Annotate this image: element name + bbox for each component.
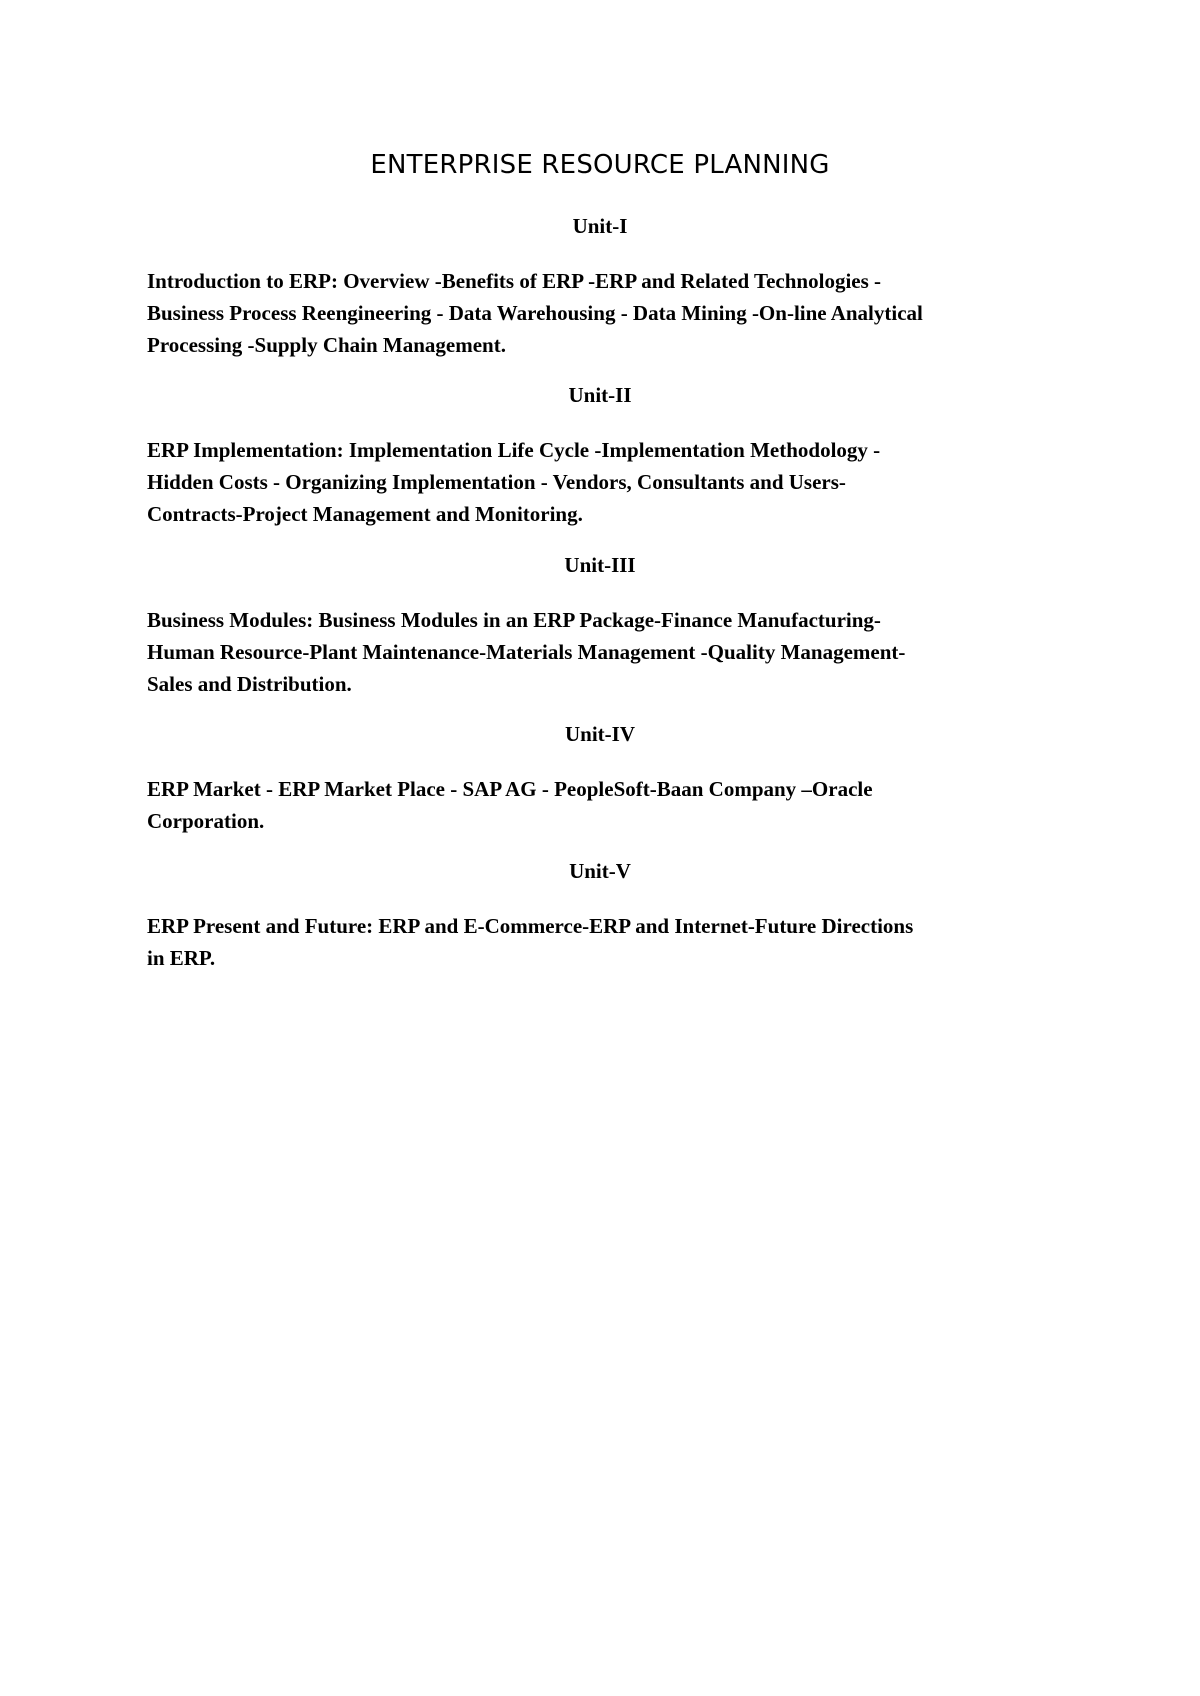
unit-1-line-1: Introduction to ERP: Overview -Benefits of ERP -ERP and Related Technologies -: [147, 269, 882, 293]
unit-2-description: [147, 434, 1067, 530]
unit-2-line-3: Contracts-Project Management and Monitoring.: [147, 502, 583, 526]
unit-3-heading: Unit-III: [564, 553, 636, 577]
unit-5-line-1: ERP Present and Future: ERP and E-Commerce-ERP and Internet-Future Directions: [147, 914, 914, 938]
unit-1-line-2: Business Process Reengineering - Data Warehousing - Data Mining -On-line Analytical: [147, 301, 923, 325]
unit-1-heading: Unit-I: [572, 214, 628, 238]
unit-4-heading: Unit-IV: [564, 722, 635, 746]
unit-1-description: [147, 265, 1067, 361]
unit-3-line-2: Human Resource-Plant Maintenance-Materials Management -Quality Management-: [147, 640, 906, 664]
unit-2-heading: Unit-II: [568, 383, 632, 407]
unit-2-line-1: ERP Implementation: Implementation Life Cycle -Implementation Methodology -: [147, 438, 881, 462]
unit-4-line-2: Corporation.: [147, 809, 265, 833]
unit-5-description: [147, 910, 1067, 974]
unit-5-line-2: in ERP.: [147, 946, 216, 970]
unit-5-heading: Unit-V: [569, 859, 631, 883]
document-title: ENTERPRISE RESOURCE PLANNING: [370, 150, 830, 180]
unit-3-description: [147, 604, 1067, 700]
unit-3-line-3: Sales and Distribution.: [147, 672, 352, 696]
unit-3-line-1: Business Modules: Business Modules in an ERP Package-Finance Manufacturing-: [147, 608, 881, 632]
unit-1-line-3: Processing -Supply Chain Management.: [147, 333, 506, 357]
unit-4-description: [147, 773, 1067, 837]
unit-2-line-2: Hidden Costs - Organizing Implementation - Vendors, Consultants and Users-: [147, 470, 846, 494]
unit-4-line-1: ERP Market - ERP Market Place - SAP AG - PeopleSoft-Baan Company –Oracle: [147, 777, 873, 801]
